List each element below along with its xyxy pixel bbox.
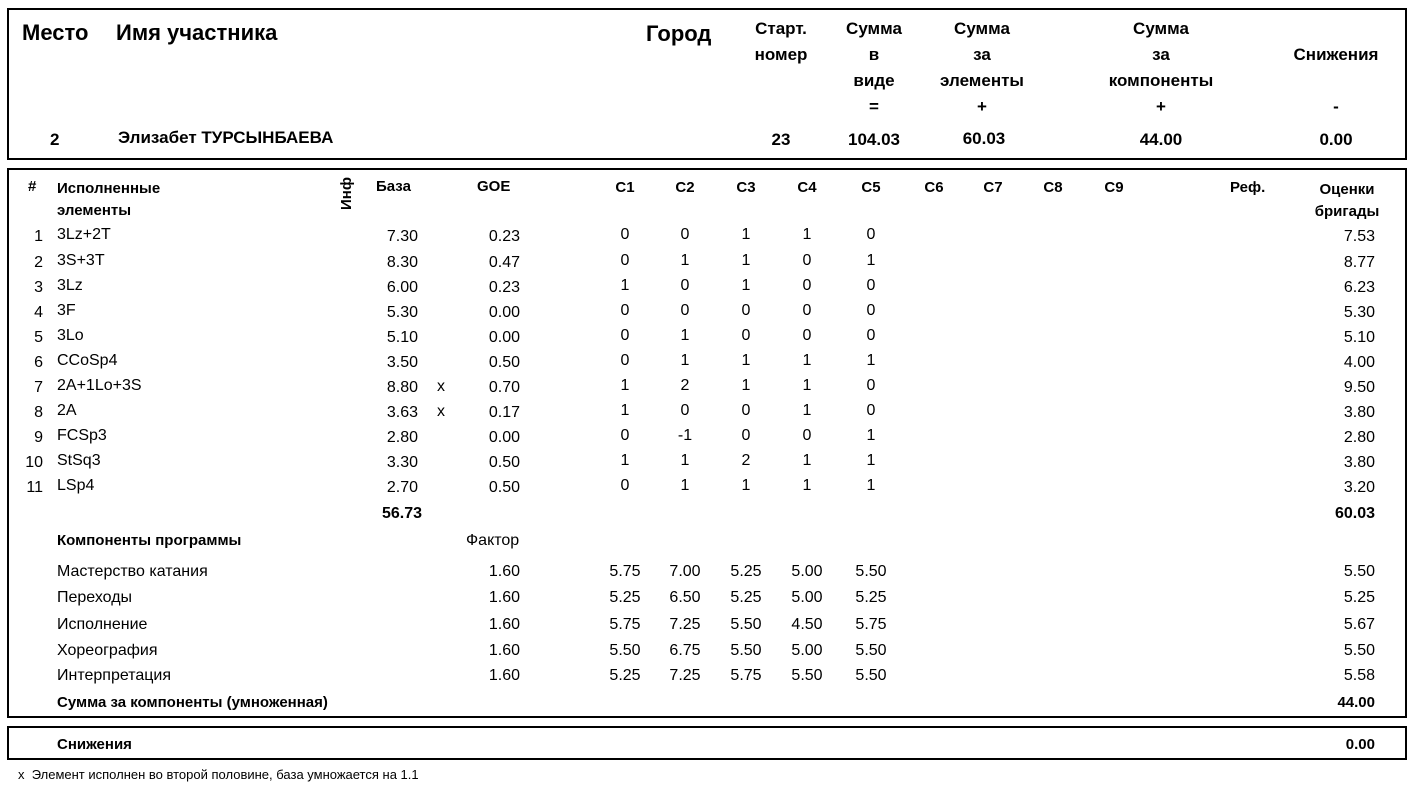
row-judge-c1: 1 bbox=[620, 277, 630, 294]
place-label: Место bbox=[22, 20, 89, 45]
row-element: 3S+3T bbox=[57, 252, 105, 269]
row-judge-c4: 1 bbox=[802, 477, 812, 494]
col-goe-header: GOE bbox=[477, 178, 511, 195]
footnote-mark: x bbox=[18, 767, 25, 782]
skater-start-number: 23 bbox=[771, 130, 791, 149]
row-info: x bbox=[437, 403, 445, 420]
row-judge-c2: 0 bbox=[680, 302, 690, 319]
col-ref-header: Реф. bbox=[1230, 179, 1266, 196]
row-panel-score: 3.80 bbox=[1343, 454, 1375, 471]
row-judge-c1: 1 bbox=[620, 402, 630, 419]
row-num: 7 bbox=[34, 379, 43, 396]
row-panel-score: 2.80 bbox=[1343, 429, 1375, 446]
row-panel-score: 3.80 bbox=[1343, 404, 1375, 421]
deductions-box bbox=[7, 726, 1407, 760]
skater-deductions: 0.00 bbox=[1319, 130, 1353, 149]
col-num-header: # bbox=[28, 178, 37, 195]
row-judge-c4: 0 bbox=[802, 302, 812, 319]
component-score: 5.67 bbox=[1343, 616, 1375, 633]
row-panel-score: 3.20 bbox=[1343, 479, 1375, 496]
row-goe: 0.00 bbox=[488, 429, 520, 446]
skater-total: 104.03 bbox=[848, 130, 900, 149]
component-factor: 1.60 bbox=[488, 642, 520, 659]
component-factor: 1.60 bbox=[488, 667, 520, 684]
row-goe: 0.50 bbox=[488, 354, 520, 371]
col-c2-header: C2 bbox=[675, 179, 695, 196]
col-elem-header: Исполненные элементы bbox=[57, 180, 161, 219]
row-judge-c4: 1 bbox=[802, 352, 812, 369]
row-element: 3Lo bbox=[57, 327, 84, 344]
row-panel-score: 5.10 bbox=[1343, 329, 1375, 346]
col-c6-header: C6 bbox=[924, 179, 944, 196]
component-judge-c1: 5.25 bbox=[609, 589, 641, 606]
row-judge-c3: 0 bbox=[741, 427, 751, 444]
component-judge-c1: 5.25 bbox=[609, 667, 641, 684]
row-num: 4 bbox=[34, 304, 43, 321]
component-judge-c3: 5.75 bbox=[730, 667, 762, 684]
base-total: 56.73 bbox=[381, 505, 422, 522]
name-label: Имя участника bbox=[116, 20, 278, 45]
component-factor: 1.60 bbox=[488, 589, 520, 606]
components-title: Компоненты программы bbox=[57, 532, 242, 549]
components-label: Сумма за компоненты + bbox=[1108, 19, 1214, 116]
row-base: 8.30 bbox=[386, 254, 418, 271]
row-judge-c3: 1 bbox=[741, 477, 751, 494]
row-goe: 0.50 bbox=[488, 454, 520, 471]
row-judge-c4: 1 bbox=[802, 402, 812, 419]
row-element: 2A+1Lo+3S bbox=[57, 377, 142, 394]
component-judge-c1: 5.50 bbox=[609, 642, 641, 659]
col-c5-header: C5 bbox=[861, 179, 881, 196]
row-base: 8.80 bbox=[386, 379, 418, 396]
row-judge-c5: 1 bbox=[866, 252, 876, 269]
row-element: FCSp3 bbox=[57, 427, 107, 444]
row-judge-c1: 0 bbox=[620, 226, 630, 243]
component-judge-c5: 5.50 bbox=[855, 563, 887, 580]
col-c7-header: C7 bbox=[983, 179, 1003, 196]
skater-name: Элизабет ТУРСЫНБАЕВА bbox=[118, 128, 334, 147]
component-name: Хореография bbox=[57, 642, 158, 659]
row-panel-score: 8.77 bbox=[1343, 254, 1375, 271]
row-judge-c2: 1 bbox=[680, 352, 690, 369]
col-c4-header: C4 bbox=[797, 179, 817, 196]
row-judge-c4: 0 bbox=[802, 427, 812, 444]
component-judge-c3: 5.25 bbox=[730, 589, 762, 606]
row-judge-c3: 0 bbox=[741, 302, 751, 319]
row-judge-c2: 2 bbox=[680, 377, 690, 394]
component-score: 5.50 bbox=[1343, 642, 1375, 659]
component-name: Мастерство катания bbox=[57, 563, 208, 580]
col-info-header: Инф bbox=[338, 177, 355, 210]
col-c9-header: C9 bbox=[1104, 179, 1124, 196]
component-judge-c2: 7.25 bbox=[669, 616, 701, 633]
row-base: 7.30 bbox=[386, 228, 418, 245]
row-goe: 0.23 bbox=[488, 279, 520, 296]
row-num: 8 bbox=[34, 404, 43, 421]
col-base-header: База bbox=[376, 178, 411, 195]
col-c8-header: C8 bbox=[1043, 179, 1063, 196]
start-label: Старт. номер bbox=[754, 19, 808, 64]
row-num: 5 bbox=[34, 329, 43, 346]
row-judge-c1: 1 bbox=[620, 452, 630, 469]
row-judge-c4: 1 bbox=[802, 377, 812, 394]
row-goe: 0.17 bbox=[488, 404, 520, 421]
component-name: Интерпретация bbox=[57, 667, 172, 684]
row-panel-score: 9.50 bbox=[1343, 379, 1375, 396]
row-judge-c1: 0 bbox=[620, 327, 630, 344]
component-judge-c5: 5.50 bbox=[855, 667, 887, 684]
row-num: 1 bbox=[34, 228, 43, 245]
row-judge-c3: 1 bbox=[741, 352, 751, 369]
row-goe: 0.70 bbox=[488, 379, 520, 396]
row-base: 5.10 bbox=[386, 329, 418, 346]
row-judge-c5: 0 bbox=[866, 302, 876, 319]
row-judge-c3: 1 bbox=[741, 277, 751, 294]
footnote-text: Элемент исполнен во второй половине, база умножается на 1.1 bbox=[31, 767, 419, 782]
component-judge-c4: 4.50 bbox=[791, 616, 823, 633]
row-judge-c2: -1 bbox=[677, 427, 693, 444]
component-judge-c5: 5.50 bbox=[855, 642, 887, 659]
component-judge-c5: 5.25 bbox=[855, 589, 887, 606]
row-goe: 0.23 bbox=[488, 228, 520, 245]
row-num: 9 bbox=[34, 429, 43, 446]
row-panel-score: 6.23 bbox=[1343, 279, 1375, 296]
row-judge-c4: 1 bbox=[802, 226, 812, 243]
row-judge-c1: 0 bbox=[620, 252, 630, 269]
component-judge-c4: 5.00 bbox=[791, 563, 823, 580]
row-judge-c1: 0 bbox=[620, 352, 630, 369]
skater-place: 2 bbox=[50, 130, 60, 149]
row-judge-c1: 0 bbox=[620, 427, 630, 444]
components-sum-value: 44.00 bbox=[1337, 694, 1375, 711]
row-element: 3F bbox=[57, 302, 76, 319]
col-c3-header: C3 bbox=[736, 179, 756, 196]
deductions-box-value: 0.00 bbox=[1345, 736, 1375, 753]
row-base: 3.50 bbox=[386, 354, 418, 371]
row-judge-c2: 1 bbox=[680, 452, 690, 469]
row-element: 2A bbox=[57, 402, 77, 419]
row-num: 2 bbox=[34, 254, 43, 271]
row-element: 3Lz+2T bbox=[57, 226, 111, 243]
component-judge-c5: 5.75 bbox=[855, 616, 887, 633]
row-judge-c5: 0 bbox=[866, 226, 876, 243]
row-element: CCoSp4 bbox=[57, 352, 118, 369]
row-base: 3.63 bbox=[386, 404, 418, 421]
row-panel-score: 4.00 bbox=[1343, 354, 1375, 371]
row-judge-c5: 1 bbox=[866, 427, 876, 444]
component-factor: 1.60 bbox=[488, 563, 520, 580]
component-judge-c3: 5.25 bbox=[730, 563, 762, 580]
component-score: 5.25 bbox=[1343, 589, 1375, 606]
row-base: 2.70 bbox=[386, 479, 418, 496]
component-judge-c1: 5.75 bbox=[609, 616, 641, 633]
row-judge-c2: 0 bbox=[680, 277, 690, 294]
component-judge-c1: 5.75 bbox=[609, 563, 641, 580]
row-judge-c1: 0 bbox=[620, 477, 630, 494]
row-judge-c5: 0 bbox=[866, 377, 876, 394]
deductions-label: Снижения - bbox=[1293, 45, 1379, 116]
component-judge-c2: 6.75 bbox=[669, 642, 701, 659]
row-base: 6.00 bbox=[386, 279, 418, 296]
row-judge-c3: 0 bbox=[741, 327, 751, 344]
row-judge-c2: 0 bbox=[680, 226, 690, 243]
row-judge-c3: 1 bbox=[741, 252, 751, 269]
city-label: Город bbox=[646, 21, 712, 46]
row-judge-c1: 0 bbox=[620, 302, 630, 319]
component-name: Переходы bbox=[57, 589, 133, 606]
row-element: StSq3 bbox=[57, 452, 101, 469]
row-judge-c5: 0 bbox=[866, 402, 876, 419]
factor-label: Фактор bbox=[466, 532, 520, 549]
row-judge-c4: 1 bbox=[802, 452, 812, 469]
row-element: 3Lz bbox=[57, 277, 83, 294]
row-judge-c5: 1 bbox=[866, 477, 876, 494]
row-info: x bbox=[437, 378, 445, 395]
row-judge-c4: 0 bbox=[802, 252, 812, 269]
component-judge-c3: 5.50 bbox=[730, 642, 762, 659]
component-judge-c3: 5.50 bbox=[730, 616, 762, 633]
row-judge-c4: 0 bbox=[802, 327, 812, 344]
row-judge-c3: 1 bbox=[741, 377, 751, 394]
row-goe: 0.00 bbox=[488, 329, 520, 346]
col-c1-header: C1 bbox=[615, 179, 635, 196]
row-goe: 0.47 bbox=[488, 254, 520, 271]
row-num: 3 bbox=[34, 279, 43, 296]
component-score: 5.58 bbox=[1343, 667, 1375, 684]
elements-label: Сумма за элементы + bbox=[940, 19, 1024, 116]
footnote bbox=[18, 767, 419, 782]
component-judge-c4: 5.50 bbox=[791, 667, 823, 684]
deductions-box-label: Снижения bbox=[57, 736, 132, 753]
row-judge-c2: 1 bbox=[680, 252, 690, 269]
skater-components-score: 44.00 bbox=[1139, 130, 1183, 149]
row-judge-c5: 1 bbox=[866, 452, 876, 469]
component-name: Исполнение bbox=[57, 616, 148, 633]
row-base: 2.80 bbox=[386, 429, 418, 446]
row-judge-c3: 0 bbox=[741, 402, 751, 419]
row-num: 6 bbox=[34, 354, 43, 371]
row-judge-c2: 1 bbox=[680, 327, 690, 344]
component-factor: 1.60 bbox=[488, 616, 520, 633]
total-label: Сумма в виде = bbox=[846, 19, 902, 116]
row-judge-c5: 1 bbox=[866, 352, 876, 369]
component-judge-c4: 5.00 bbox=[791, 642, 823, 659]
row-goe: 0.00 bbox=[488, 304, 520, 321]
row-base: 3.30 bbox=[386, 454, 418, 471]
component-judge-c2: 6.50 bbox=[669, 589, 701, 606]
row-base: 5.30 bbox=[386, 304, 418, 321]
row-num: 11 bbox=[26, 479, 43, 496]
row-goe: 0.50 bbox=[488, 479, 520, 496]
row-judge-c5: 0 bbox=[866, 327, 876, 344]
row-judge-c2: 1 bbox=[680, 477, 690, 494]
components-sum-label: Сумма за компоненты (умноженная) bbox=[57, 694, 328, 711]
component-score: 5.50 bbox=[1343, 563, 1375, 580]
component-judge-c4: 5.00 bbox=[791, 589, 823, 606]
col-panel-header: Оценки бригады bbox=[1314, 181, 1380, 220]
row-element: LSp4 bbox=[57, 477, 95, 494]
row-panel-score: 5.30 bbox=[1343, 304, 1375, 321]
score-total: 60.03 bbox=[1334, 505, 1375, 522]
row-judge-c4: 0 bbox=[802, 277, 812, 294]
row-judge-c3: 2 bbox=[741, 452, 751, 469]
row-judge-c5: 0 bbox=[866, 277, 876, 294]
row-judge-c2: 0 bbox=[680, 402, 690, 419]
skater-elements-score: 60.03 bbox=[962, 129, 1006, 148]
row-panel-score: 7.53 bbox=[1343, 228, 1375, 245]
row-judge-c3: 1 bbox=[741, 226, 751, 243]
component-judge-c2: 7.00 bbox=[669, 563, 701, 580]
row-judge-c1: 1 bbox=[620, 377, 630, 394]
component-judge-c2: 7.25 bbox=[669, 667, 701, 684]
row-num: 10 bbox=[25, 454, 43, 471]
